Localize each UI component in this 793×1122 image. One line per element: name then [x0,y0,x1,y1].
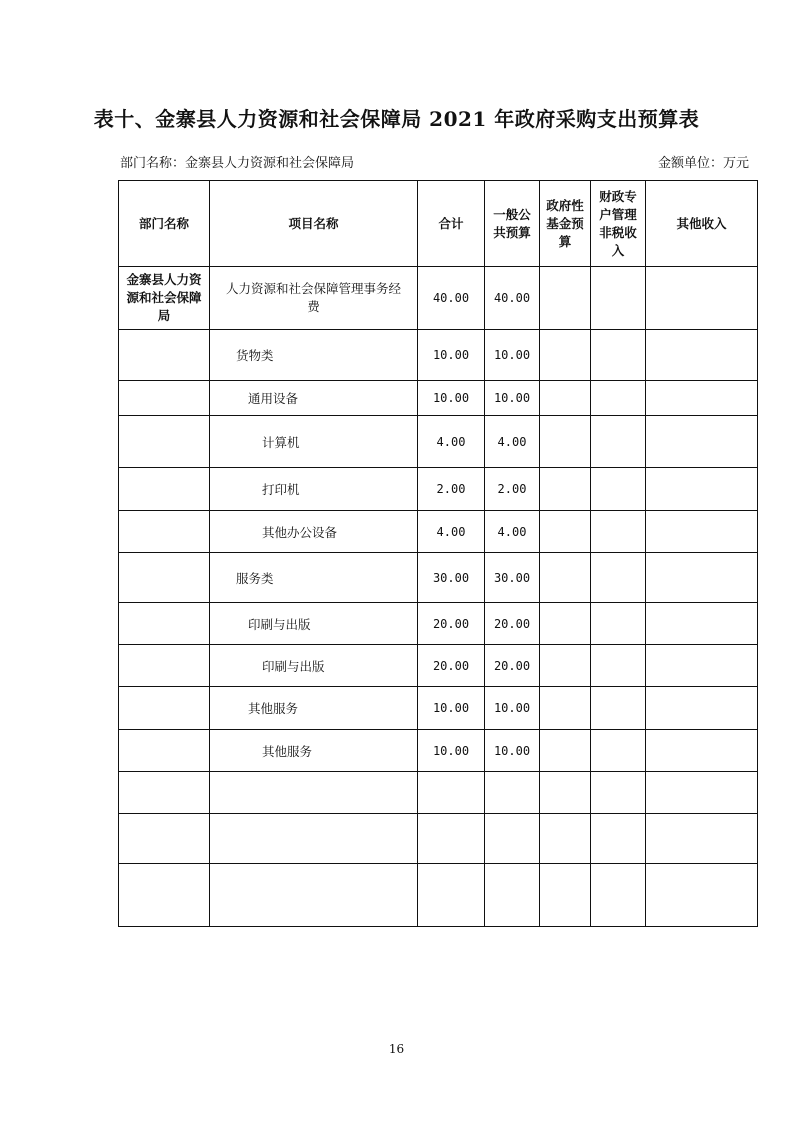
cell-general: 20.00 [485,603,540,645]
cell-dept [119,416,210,468]
cell-fund [540,864,591,927]
cell-other [646,730,758,772]
document-title: 表十、金寨县人力资源和社会保障局 2021 年政府采购支出预算表 [93,107,700,131]
cell-fiscal [591,267,646,330]
cell-total: 10.00 [418,381,485,416]
cell-general: 2.00 [485,468,540,511]
cell-other [646,511,758,553]
cell-fiscal [591,814,646,864]
cell-dept [119,645,210,687]
cell-name: 印刷与出版 [210,603,418,645]
cell-fund [540,381,591,416]
cell-total: 20.00 [418,645,485,687]
cell-fiscal [591,603,646,645]
cell-other [646,330,758,381]
cell-name: 人力资源和社会保障管理事务经费 [210,267,418,330]
cell-total: 10.00 [418,687,485,730]
cell-name: 打印机 [210,468,418,511]
cell-other [646,603,758,645]
header-other: 其他收入 [646,181,758,267]
table-row [119,730,758,772]
cell-dept [119,381,210,416]
cell-fiscal [591,468,646,511]
cell-general: 30.00 [485,553,540,603]
cell-dept: 金寨县人力资源和社会保障局 [119,267,210,330]
cell-total: 20.00 [418,603,485,645]
cell-other [646,381,758,416]
page-number: 16 [388,1042,405,1056]
cell-general [485,814,540,864]
cell-fiscal [591,553,646,603]
cell-other [646,814,758,864]
table-row [119,511,758,553]
cell-name: 其他办公设备 [210,511,418,553]
cell-general: 4.00 [485,416,540,468]
cell-fiscal [591,381,646,416]
cell-total: 4.00 [418,416,485,468]
cell-fund [540,603,591,645]
cell-fiscal [591,645,646,687]
cell-fund [540,553,591,603]
cell-general: 20.00 [485,645,540,687]
procurement-budget-table [118,180,758,927]
cell-fund [540,772,591,814]
cell-name: 其他服务 [210,687,418,730]
cell-dept [119,814,210,864]
table-row [119,645,758,687]
cell-dept [119,330,210,381]
table-row [119,468,758,511]
cell-other [646,416,758,468]
cell-fund [540,416,591,468]
cell-total: 2.00 [418,468,485,511]
cell-fiscal [591,687,646,730]
cell-dept [119,511,210,553]
cell-fund [540,730,591,772]
unit-line: 金额单位：万元 [657,156,749,171]
cell-name [210,864,418,927]
cell-total [418,772,485,814]
cell-other [646,772,758,814]
cell-name: 货物类 [210,330,418,381]
cell-total [418,864,485,927]
cell-general: 10.00 [485,330,540,381]
cell-other [646,267,758,330]
cell-dept [119,687,210,730]
table-row [119,416,758,468]
cell-total: 10.00 [418,730,485,772]
cell-general: 10.00 [485,381,540,416]
cell-name: 印刷与出版 [210,645,418,687]
cell-fiscal [591,864,646,927]
cell-name: 服务类 [210,553,418,603]
cell-dept [119,864,210,927]
cell-dept [119,603,210,645]
cell-fund [540,468,591,511]
table-row [119,772,758,814]
cell-general: 10.00 [485,687,540,730]
cell-fiscal [591,511,646,553]
cell-other [646,645,758,687]
table-row [119,814,758,864]
cell-general [485,864,540,927]
cell-dept [119,553,210,603]
cell-total: 30.00 [418,553,485,603]
table-row [119,381,758,416]
table-row [119,864,758,927]
cell-dept [119,468,210,511]
header-dept: 部门名称 [119,181,210,267]
table-row [119,553,758,603]
header-project: 项目名称 [210,181,418,267]
cell-fiscal [591,772,646,814]
header-fiscal: 财政专户管理非税收入 [591,181,646,267]
cell-fund [540,687,591,730]
cell-general: 40.00 [485,267,540,330]
cell-general: 4.00 [485,511,540,553]
cell-general: 10.00 [485,730,540,772]
department-line: 部门名称：金寨县人力资源和社会保障局 [120,156,355,171]
header-total: 合计 [418,181,485,267]
cell-other [646,553,758,603]
cell-name [210,814,418,864]
cell-dept [119,772,210,814]
cell-fiscal [591,416,646,468]
cell-fiscal [591,730,646,772]
cell-total [418,814,485,864]
cell-fund [540,330,591,381]
cell-name: 其他服务 [210,730,418,772]
cell-total: 4.00 [418,511,485,553]
cell-name: 计算机 [210,416,418,468]
cell-name [210,772,418,814]
header-general: 一般公共预算 [485,181,540,267]
cell-other [646,687,758,730]
cell-fund [540,645,591,687]
cell-dept [119,730,210,772]
cell-fiscal [591,330,646,381]
header-fund: 政府性基金预算 [540,181,591,267]
cell-fund [540,267,591,330]
cell-general [485,772,540,814]
table-row [119,267,758,330]
table-row [119,603,758,645]
table-row [119,330,758,381]
table-header-row [119,181,758,267]
cell-total: 40.00 [418,267,485,330]
cell-name: 通用设备 [210,381,418,416]
cell-total: 10.00 [418,330,485,381]
cell-other [646,468,758,511]
cell-other [646,864,758,927]
cell-fund [540,814,591,864]
table-row [119,687,758,730]
cell-fund [540,511,591,553]
